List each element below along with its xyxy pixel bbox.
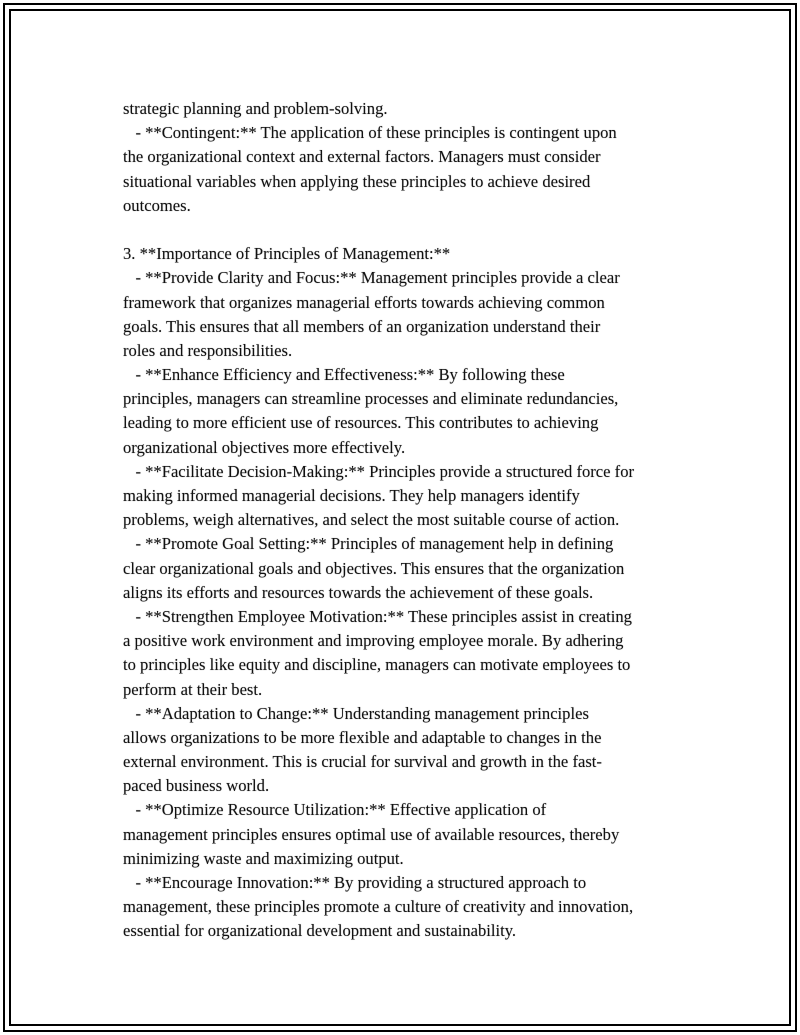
text-line: a positive work environment and improving employee morale. By adhering: [123, 631, 624, 651]
text-line: goals. This ensures that all members of an organization understand their: [123, 316, 601, 336]
text-line: - **Adaptation to Change:** Understanding management principles: [123, 703, 589, 723]
text-line: making informed managerial decisions. They help managers identify: [123, 486, 580, 505]
text-line: principles, managers can streamline processes and eliminate redundancies,: [123, 389, 619, 409]
text-line: - **Provide Clarity and Focus:** Management principles provide a clear: [123, 268, 620, 288]
text-line: clear organizational goals and objectives. This ensures that the organization: [123, 558, 625, 578]
text-line: management principles ensures optimal use of available resources, thereby: [123, 824, 620, 844]
text-line: problems, weigh alternatives, and select the most suitable course of action.: [123, 510, 620, 530]
text-line: aligns its efforts and resources towards the achievement of these goals.: [123, 582, 594, 602]
text-line: management, these principles promote a culture of creativity and innovation,: [123, 897, 634, 917]
text-line: minimizing waste and maximizing output.: [123, 848, 404, 868]
document-text: [123, 97, 703, 944]
text-line: the organizational context and external factors. Managers must consider: [123, 147, 601, 167]
text-line: - **Optimize Resource Utilization:** Effective application of: [123, 800, 547, 820]
document-page: [3, 3, 797, 1032]
text-line: paced business world.: [123, 776, 270, 796]
text-line: organizational objectives more effectively.: [123, 437, 406, 457]
text-line: to principles like equity and discipline, managers can motivate employees to: [123, 655, 631, 675]
text-line: - **Contingent:** The application of these principles is contingent upon: [123, 123, 617, 143]
text-line: - **Strengthen Employee Motivation:** These principles assist in creating: [123, 606, 632, 626]
text-line: essential for organizational development and sustainability.: [123, 921, 517, 941]
text-line: outcomes.: [123, 195, 191, 215]
text-line: external environment. This is crucial for survival and growth in the fast-: [123, 752, 602, 772]
text-line: strategic planning and problem-solving.: [123, 99, 388, 118]
text-line: situational variables when applying these principles to achieve desired: [123, 171, 591, 191]
text-line: perform at their best.: [123, 679, 263, 699]
text-line: leading to more efficient use of resources. This contributes to achieving: [123, 413, 599, 433]
text-line: - **Promote Goal Setting:** Principles of management help in defining: [123, 534, 614, 554]
text-line: framework that organizes managerial efforts towards achieving common: [123, 292, 605, 312]
blank-line: [123, 218, 703, 242]
text-line: - **Encourage Innovation:** By providing a structured approach to: [123, 873, 587, 892]
text-line: 3. **Importance of Principles of Management:**: [123, 244, 451, 264]
text-line: - **Enhance Efficiency and Effectiveness:** By following these: [123, 365, 565, 385]
text-line: allows organizations to be more flexible and adaptable to changes in the: [123, 727, 602, 747]
text-line: - **Facilitate Decision-Making:** Principles provide a structured force for: [123, 461, 635, 481]
text-line: roles and responsibilities.: [123, 340, 293, 360]
